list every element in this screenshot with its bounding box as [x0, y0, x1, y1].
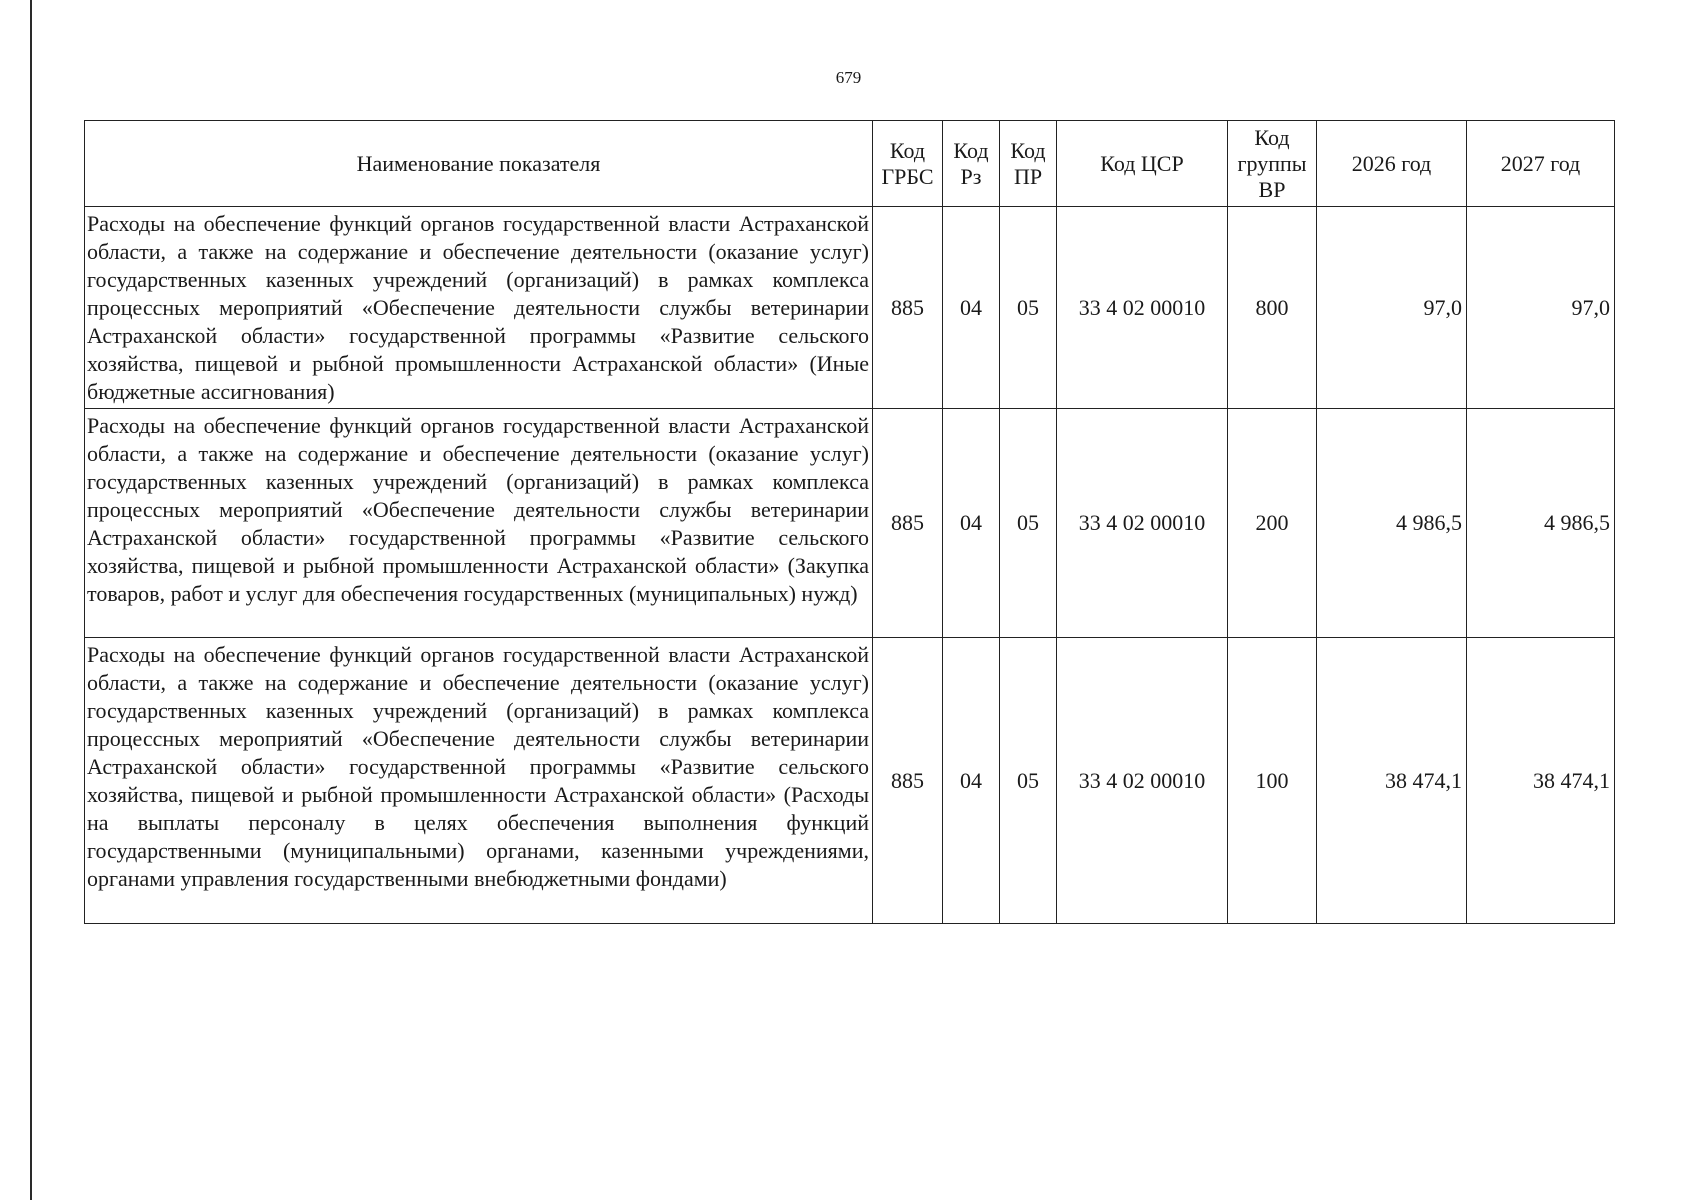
header-2026: 2026 год	[1317, 121, 1467, 207]
row-csr: 33 4 02 00010	[1057, 409, 1228, 638]
row-2026: 4 986,5	[1317, 409, 1467, 638]
row-2026: 38 474,1	[1317, 638, 1467, 924]
row-2027: 4 986,5	[1467, 409, 1615, 638]
row-vr: 100	[1228, 638, 1317, 924]
binding-line	[30, 0, 32, 1200]
row-2026: 97,0	[1317, 207, 1467, 409]
table-row	[85, 207, 1615, 409]
row-rz: 04	[943, 409, 1000, 638]
row-vr: 200	[1228, 409, 1317, 638]
row-2027: 97,0	[1467, 207, 1615, 409]
table-row	[85, 638, 1615, 924]
row-rz: 04	[943, 638, 1000, 924]
row-pr: 05	[1000, 638, 1057, 924]
header-grbs: Код ГРБС	[873, 121, 943, 207]
table-row	[85, 409, 1615, 638]
page-number: 679	[835, 68, 862, 87]
header-rz: Код Рз	[943, 121, 1000, 207]
row-name: Расходы на обеспечение функций органов государственной власти Астраханской области, а также на содержание и обеспечение деятельности (оказание услуг) государственных казенных учреждений (организаций) в рамках комплекса процессных мероприятий «Обеспечение деятельности службы ветеринарии Астраханской области» государственной программы «Развитие сельского хозяйства, пищевой и рыбной промышленности Астраханской области» (Иные бюджетные ассигнования)	[85, 207, 873, 409]
header-2027: 2027 год	[1467, 121, 1615, 207]
budget-table	[84, 120, 1615, 924]
row-grbs: 885	[873, 207, 943, 409]
row-pr: 05	[1000, 207, 1057, 409]
row-grbs: 885	[873, 638, 943, 924]
row-csr: 33 4 02 00010	[1057, 207, 1228, 409]
row-pr: 05	[1000, 409, 1057, 638]
row-grbs: 885	[873, 409, 943, 638]
row-csr: 33 4 02 00010	[1057, 638, 1228, 924]
header-name: Наименование показателя	[85, 121, 873, 207]
header-vr: Код группы ВР	[1228, 121, 1317, 207]
row-vr: 800	[1228, 207, 1317, 409]
row-name: Расходы на обеспечение функций органов государственной власти Астраханской области, а также на содержание и обеспечение деятельности (оказание услуг) государственных казенных учреждений (организаций) в рамках комплекса процессных мероприятий «Обеспечение деятельности службы ветеринарии Астраханской области» государственной программы «Развитие сельского хозяйства, пищевой и рыбной промышленности Астраханской области» (Закупка товаров, работ и услуг для обеспечения государственных (муниципальных) нужд)	[85, 409, 873, 638]
row-name: Расходы на обеспечение функций органов государственной власти Астраханской области, а также на содержание и обеспечение деятельности (оказание услуг) государственных казенных учреждений (организаций) в рамках комплекса процессных мероприятий «Обеспечение деятельности службы ветеринарии Астраханской области» государственной программы «Развитие сельского хозяйства, пищевой и рыбной промышленности Астраханской области» (Расходы на выплаты персоналу в целях обеспечения выполнения функций государственными (муниципальными) органами, казенными учреждениями, органами управления государственными внебюджетными фондами)	[85, 638, 873, 924]
header-row	[85, 121, 1615, 207]
header-pr: Код ПР	[1000, 121, 1057, 207]
header-csr: Код ЦСР	[1057, 121, 1228, 207]
row-2027: 38 474,1	[1467, 638, 1615, 924]
row-rz: 04	[943, 207, 1000, 409]
